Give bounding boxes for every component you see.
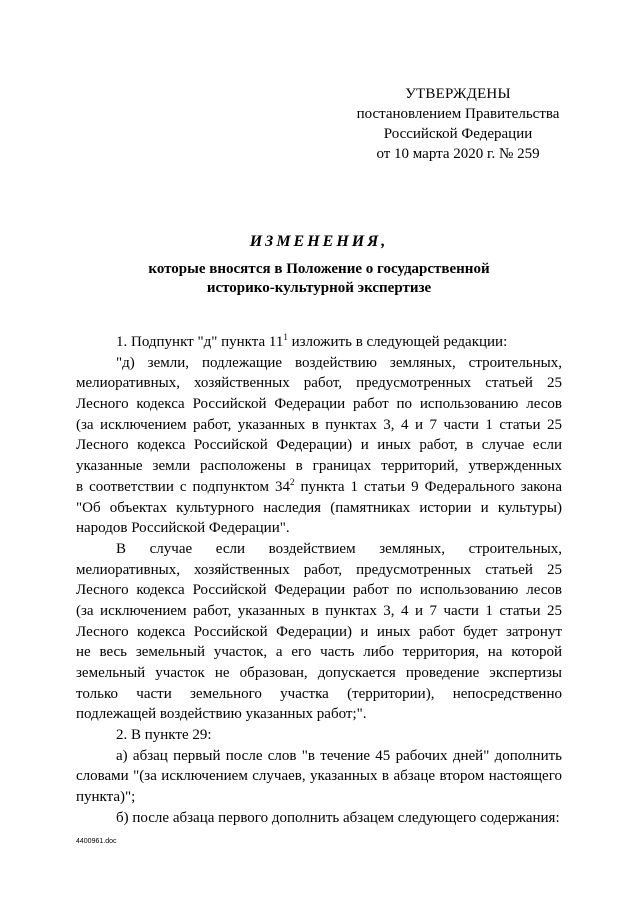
subtitle-line-2: историко-культурной экспертизе [206, 280, 432, 296]
body-line-21: а) абзац первый после слов "в течение 45 рабочих дней" дополнить [116, 747, 562, 764]
document-title-block [76, 232, 562, 298]
approval-line-1: постановлением Правительства [356, 106, 560, 122]
body-line-9: "Об объектах культурного наследия (памятниках истории и культуры) [76, 499, 562, 516]
body-line-1 [76, 332, 562, 353]
document-subtitle [76, 260, 562, 298]
body-line-15: Лесного кодекса Российской Федерации) и иных работ будет затронут [76, 623, 562, 640]
body-line-11: В случае если воздействием земляных, строительных, [116, 540, 562, 557]
body-line-8-start: в соответствии с подпунктом 34 [76, 478, 290, 495]
body-line-23: пункта)"; [76, 789, 136, 806]
approval-stamp [330, 84, 586, 164]
body-line-22: словами "(за исключением случаев, указанных в абзаце втором настоящего [76, 768, 562, 785]
body-line-5: (за исключением работ, указанных в пунктах 3, 4 и 7 части 1 статьи 25 [76, 416, 562, 433]
body-line-8 [76, 477, 562, 498]
body-line-17: земельный участок не образован, допускается проведение экспертизы [76, 665, 562, 681]
body-line-4: Лесного кодекса Российской Федерации работ по использованию лесов [76, 396, 562, 413]
body-line-3: мелиоративных, хозяйственных работ, предусмотренных статьей 25 [76, 375, 562, 392]
body-line-14: (за исключением работ, указанных в пунктах 3, 4 и 7 части 1 статьи 25 [76, 602, 562, 619]
body-line-1-start: 1. Подпункт "д" пункта 11 [116, 334, 284, 350]
body-line-7: указанные земли расположены в границах территорий, утвержденных [76, 458, 562, 475]
subtitle-line-1: которые вносятся в Положение о государственной [148, 261, 490, 277]
body-line-20: 2. В пункте 29: [116, 727, 212, 744]
body-line-24: б) после абзаца первого дополнить абзацем следующего содержания: [116, 809, 560, 826]
document-body [76, 332, 562, 829]
body-line-6: Лесного кодекса Российской Федерации) и иных работ, в случае если [76, 437, 562, 454]
approval-line-2: Российской Федерации [383, 126, 533, 142]
superscript-1: 1 [283, 332, 288, 342]
body-line-13: Лесного кодекса Российской Федерации работ по использованию лесов [76, 582, 562, 599]
body-line-10: народов Российской Федерации". [76, 520, 290, 537]
body-line-2: "д) земли, подлежащие воздействию земляных, строительных, [116, 354, 562, 371]
approval-heading: УТВЕРЖДЕНЫ [405, 86, 511, 102]
superscript-2: 2 [289, 476, 295, 487]
body-line-12: мелиоративных, хозяйственных работ, предусмотренных статьей 25 [76, 561, 562, 578]
body-line-18: только части земельного участка (территории), непосредственно [76, 685, 562, 702]
file-name-footer: 4400961.doc [76, 838, 117, 845]
body-line-1-end: изложить в следующей редакции: [287, 334, 508, 350]
body-line-8-end: пункта 1 статьи 9 Федерального закона [294, 478, 562, 495]
body-line-19: подлежащей воздействию указанных работ;". [76, 706, 367, 723]
approval-line-3: от 10 марта 2020 г. № 259 [376, 146, 540, 162]
document-title: ИЗМЕНЕНИЯ, [249, 233, 389, 250]
body-line-16: не весь земельный участок, а его часть либо территория, на которой [76, 644, 562, 661]
